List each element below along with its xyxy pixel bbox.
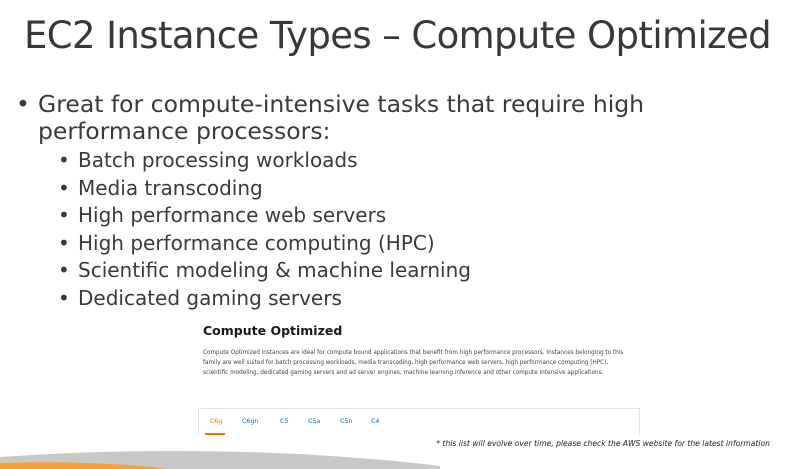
bullet-dot: •	[58, 203, 70, 227]
decorative-swoosh	[0, 439, 440, 469]
tab-c4[interactable]: C4	[371, 418, 380, 425]
bullet-dot: •	[58, 285, 70, 310]
sub-bullet	[58, 147, 471, 175]
tab-c5a[interactable]: C5a	[308, 418, 321, 425]
instance-family-tabs	[198, 408, 640, 435]
sub-bullet	[58, 230, 471, 258]
sub-bullet-text: Batch processing workloads	[78, 148, 358, 172]
sub-bullet	[58, 285, 471, 313]
sub-bullet	[58, 175, 471, 203]
sub-bullet-text: Media transcoding	[78, 175, 263, 200]
bullet-dot: •	[58, 148, 70, 172]
sub-bullet-text: High performance computing (HPC)	[78, 230, 435, 255]
tab-c6g[interactable]: C6g	[210, 418, 223, 425]
sub-bullet-text: Scientific modeling & machine learning	[78, 258, 471, 282]
active-tab-indicator	[205, 433, 225, 435]
sub-bullet	[58, 257, 471, 285]
main-bullet	[16, 91, 786, 145]
sub-bullet	[58, 202, 471, 230]
bullet-dot: •	[58, 175, 70, 200]
tab-c6gn[interactable]: C6gn	[242, 418, 259, 425]
main-bullet-text: Great for compute-intensive tasks that require high performance processors:	[38, 90, 645, 145]
bullet-dot: •	[16, 90, 30, 118]
bullet-dot: •	[58, 230, 70, 255]
tab-c5[interactable]: C5	[280, 418, 289, 425]
footnote: * this list will evolve over time, please check the AWS website for the latest information	[436, 439, 770, 448]
slide-title: EC2 Instance Types – Compute Optimized	[24, 14, 772, 57]
tab-c5n[interactable]: C5n	[340, 418, 353, 425]
aws-section-description: Compute Optimized instances are ideal for compute bound applications that benefit from high performance processors. Instances belonging to this family are well suited for batch processing workloads, media transcoding, high performance web servers, high performance computing (HPC), scientific modeling, dedicated gaming servers and ad server engines, machine learning inference and other compute intensive applications.	[203, 350, 624, 376]
aws-docs-screenshot	[196, 316, 640, 443]
sub-bullet-text: Dedicated gaming servers	[78, 285, 342, 310]
sub-bullet-text: High performance web servers	[78, 203, 387, 227]
aws-section-heading: Compute Optimized	[203, 323, 343, 338]
bullet-dot: •	[58, 258, 70, 282]
sub-bullet-list	[58, 147, 471, 312]
